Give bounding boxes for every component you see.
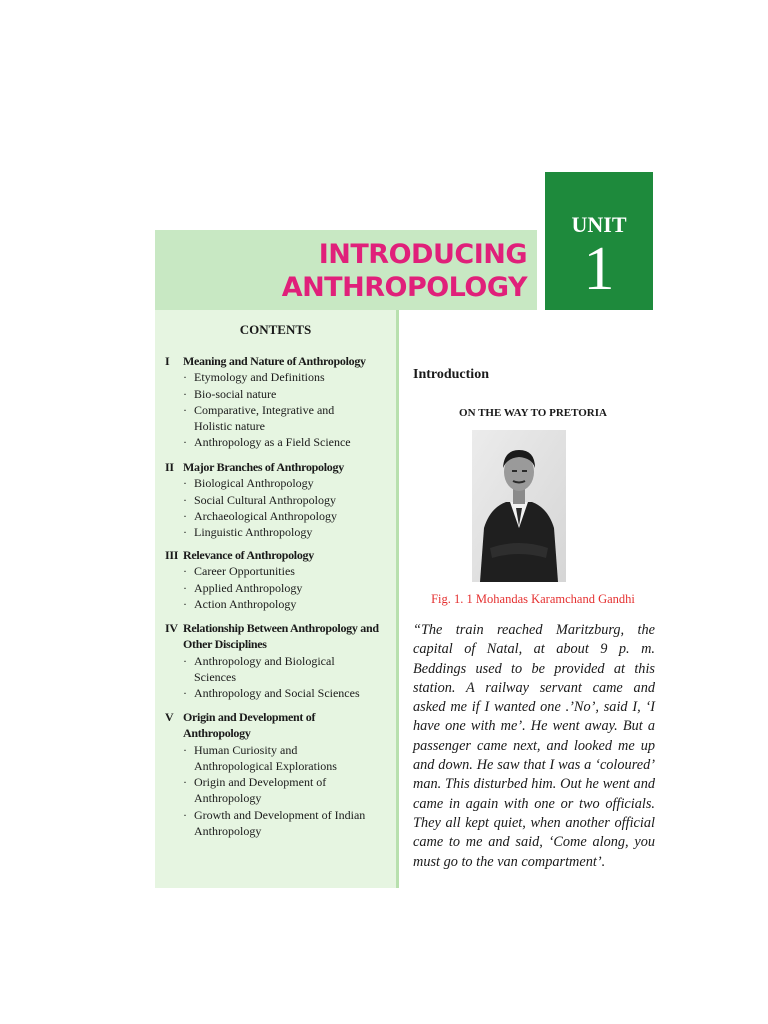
contents-section — [165, 620, 395, 701]
title-band — [155, 230, 537, 310]
contents-heading: CONTENTS — [239, 322, 312, 337]
figure-caption: Fig. 1. 1 Mohandas Karamchand Gandhi — [431, 592, 635, 606]
section-title: Major Branches of Anthropology — [183, 460, 344, 474]
quote-paragraph: “The train reached Maritzburg, the capital of Natal, at about 9 p. m. Beddings used to be provided at this station. A railway servant came and asked me if I wanted one .’No’, said I, ‘I have one with me’. He went away. But a passenger came next, and looked me up and down. He saw that I was a ‘coloured’ man. This disturbed him. Out he went and came in again with one or two officials. They all kept quiet, when another official came to me and said, ‘Come along, you must go to the van compartment’. — [413, 622, 655, 870]
chapter-title-line-2: ANTHROPOLOGY — [281, 272, 527, 303]
section-title: Meaning and Nature of Anthropology — [183, 354, 366, 368]
contents-item: · Etymology and Definitions — [183, 370, 325, 385]
contents-item: · Linguistic Anthropology — [183, 525, 313, 540]
section-number: II — [165, 460, 174, 474]
contents-section — [165, 547, 395, 612]
contents-item: · Social Cultural Anthropology — [183, 492, 336, 507]
section-title: Origin and Development of Anthropology — [183, 710, 316, 741]
unit-label: UNIT — [571, 212, 627, 237]
section-title: Relevance of Anthropology — [183, 548, 314, 562]
contents-item: · Anthropology and Biological Sciences — [183, 653, 335, 684]
contents-item: · Anthropology and Social Sciences — [183, 686, 360, 701]
contents-item: · Biological Anthropology — [183, 476, 314, 491]
introduction-heading: Introduction — [413, 367, 489, 382]
contents-item: · Comparative, Integrative and Holistic nature — [183, 402, 335, 434]
section-number: III — [165, 548, 179, 562]
contents-item: · Growth and Development of Indian Anthropology — [183, 807, 366, 839]
unit-number: 1 — [583, 235, 615, 303]
contents-section — [165, 709, 395, 839]
contents-item: · Human Curiosity and Anthropological Explorations — [183, 742, 337, 773]
contents-item: · Applied Anthropology — [183, 580, 303, 595]
contents-item: · Bio-social nature — [183, 386, 277, 401]
section-heading — [165, 459, 395, 475]
section-number: IV — [165, 621, 178, 635]
section-heading — [165, 709, 395, 742]
contents-item: · Origin and Development of Anthropology — [183, 775, 327, 806]
contents-item: · Archaeological Anthropology — [183, 508, 337, 523]
section-heading — [165, 353, 395, 369]
portrait-image — [472, 430, 566, 582]
section-number: V — [165, 710, 174, 724]
section-heading — [165, 547, 395, 563]
story-title: ON THE WAY TO PRETORIA — [459, 407, 607, 419]
contents-panel — [155, 310, 399, 888]
section-number: I — [165, 354, 170, 368]
chapter-title-line-1: INTRODUCING — [318, 239, 527, 270]
contents-item: · Career Opportunities — [183, 564, 295, 579]
chapter-title — [282, 238, 527, 304]
gandhi-photo — [472, 430, 566, 582]
contents-section — [165, 459, 395, 540]
contents-section — [165, 353, 395, 451]
contents-item: · Anthropology as a Field Science — [183, 435, 351, 450]
contents-item: · Action Anthropology — [183, 596, 297, 611]
unit-box — [545, 172, 653, 310]
section-heading — [165, 620, 395, 653]
section-title: Relationship Between Anthropology and Other Disciplines — [183, 621, 379, 652]
